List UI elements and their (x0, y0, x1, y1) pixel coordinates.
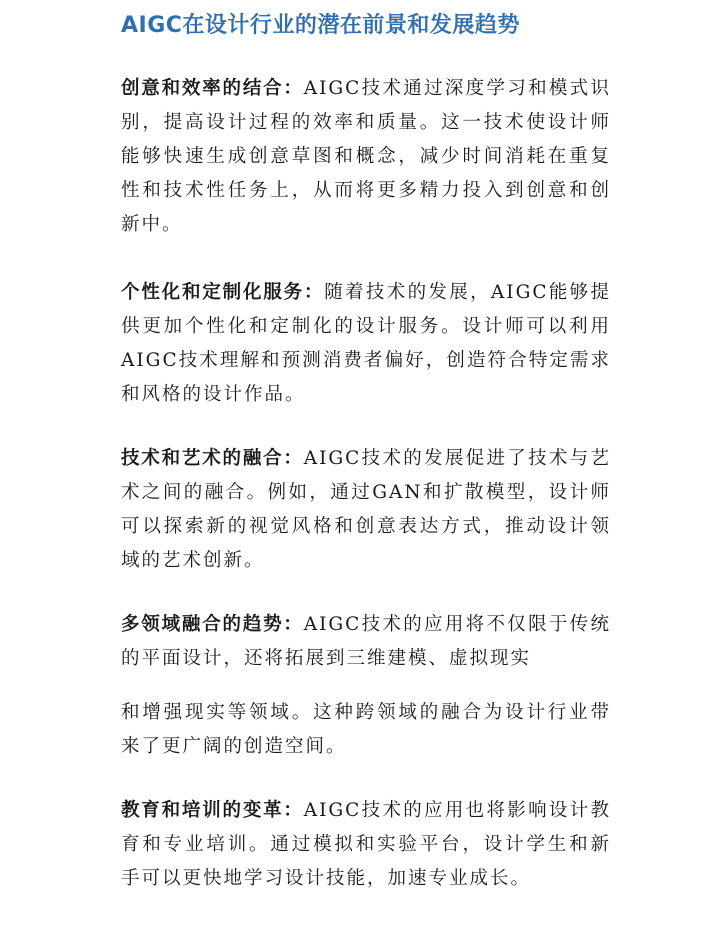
section-heading: 创意和效率的结合： (121, 78, 304, 99)
section-cross-domain (121, 608, 611, 676)
section-body: AIGC技术的发展促进了技术与艺术之间的融合。例如，通过GAN和扩散模型，设计师可以探索新的视觉风格和创意表达方式，推动设计领域的艺术创新。 (121, 448, 611, 571)
section-body: 随着技术的发展，AIGC能够提供更加个性化和定制化的设计服务。设计师可以利用AIGC技术理解和预测消费者偏好，创造符合特定需求和风格的设计作品。 (121, 282, 611, 405)
section-body-continuation: 和增强现实等领域。这种跨领域的融合为设计行业带来了更广阔的创造空间。 (121, 702, 611, 757)
section-cross-domain-continuation (121, 696, 611, 764)
section-heading: 个性化和定制化服务： (121, 282, 325, 303)
section-body: AIGC技术的应用将不仅限于传统的平面设计，还将拓展到三维建模、虚拟现实 (121, 614, 611, 669)
section-personalization (121, 276, 611, 412)
section-heading: 多领域融合的趋势： (121, 614, 304, 635)
section-heading: 教育和培训的变革： (121, 800, 304, 821)
section-body: AIGC技术的应用也将影响设计教育和专业培训。通过模拟和实验平台，设计学生和新手可以更快地学习设计技能，加速专业成长。 (121, 800, 611, 889)
section-education (121, 794, 611, 896)
section-heading: 技术和艺术的融合： (121, 448, 304, 469)
section-creativity-efficiency (121, 72, 611, 242)
section-body: AIGC技术通过深度学习和模式识别，提高设计过程的效率和质量。这一技术使设计师能够快速生成创意草图和概念，减少时间消耗在重复性和技术性任务上，从而将更多精力投入到创意和创新中。 (121, 78, 611, 235)
article-title: AIGC在设计行业的潜在前景和发展趋势 (121, 13, 520, 38)
section-tech-art-fusion (121, 442, 611, 578)
